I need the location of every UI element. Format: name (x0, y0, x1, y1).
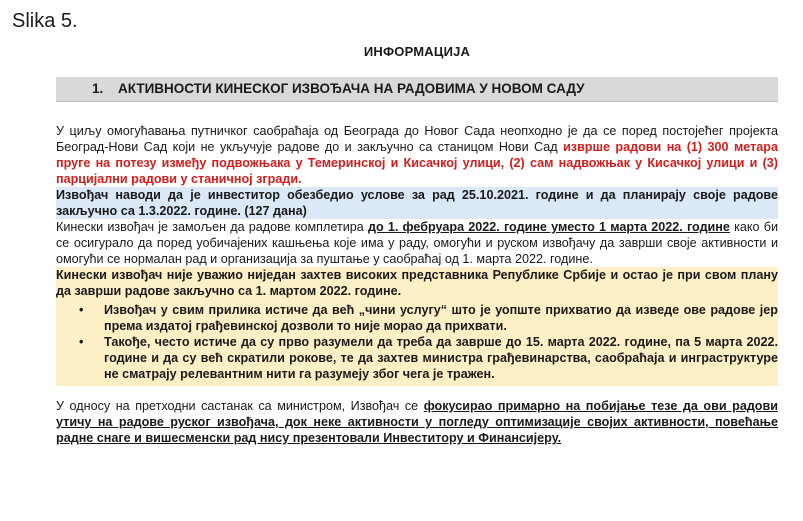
document-title: ИНФОРМАЦИЈА (363, 44, 471, 59)
list-item (56, 334, 778, 382)
paragraph-contractor-refusal: Кинески извођач није уважио ниједан захтев високих представника Републике Србије и остао је при свом плану да заврши радове закључно са 1. мартом 2022. године. (56, 268, 778, 298)
list-item-text: Извођач у свим прилика истиче да већ „чини услугу“ што је уопште прихватио да изведе ове радове јер према издатој грађевинској дозволи то није морао да прихвати. (104, 303, 778, 333)
figure-caption: Slika 5. (12, 10, 78, 32)
bullet-icon: • (79, 303, 84, 317)
highlighted-block (56, 267, 778, 386)
list-item (56, 302, 778, 334)
intro-red-emphasis: изврше радови на (1) 300 метара пруге на потезу између подвожњака у Темеринској и Кисачкој улици, (2) сам надвожњак у Кисачкој улици и (3) парцијални радови у станичној згради. (56, 140, 778, 186)
intro-text: У циљу омогућавања путничког саобраћаја од Београда до Новог Сада неопходно је да се поред постојећег пројекта Београд-Нови Сад који не укључује радове до и закључно са станицом Нови Сад (56, 124, 778, 154)
section-title: АКТИВНОСТИ КИНЕСКОГ ИЗВОЂАЧА НА РАДОВИМА У НОВОМ САДУ (118, 81, 585, 96)
bullet-icon: • (79, 335, 84, 349)
list-item-text: Такође, често истиче да су прво разумели да треба да заврше до 15. марта 2022. године, па 5 марта 2022. године и да су већ скратили рокове, те да захтев министра грађевинарства, саобраћаја и инграструктуре не сматрају релевантним нити га разумеју због чега је тражен. (104, 335, 778, 381)
document-page (56, 44, 778, 446)
section-heading (56, 77, 778, 102)
deadline-text-2: како би се осигурало да поред уобичајених кашњења које има у раду, омогући и руском извођачу да заврши своје активности и омогући се нормалан рад и организација за пуштање у саобраћај од 1. марта 2022. године. (56, 220, 779, 266)
section-number: 1. (92, 81, 104, 96)
paragraph-intro (56, 123, 778, 187)
deadline-underlined: до 1. фебруара 2022. године уместо 1 марта 2022. године (367, 220, 730, 234)
deadline-text-1: Кинески извођач је замољен да радове комплетира (56, 220, 368, 234)
paragraph-investor-conditions: Извођач наводи да је инвеститор обезбедио услове за рад 25.10.2021. године и да планирају своје радове закључно са 1.3.2022. године. (127 дана) (56, 188, 778, 218)
paragraph-deadline-request (56, 219, 778, 267)
meeting-underlined: фокусирао примарно на побијање тезе да ови радови утичу на радове руског извођача, док неке активности у погледу оптимизације својих активности, повећање радне снаге и вишесменски рад нису презентовали Инвеститору и Финансијеру. (56, 399, 778, 445)
meeting-text: У односу на претходни састанак са министром, Извођач се (56, 399, 424, 413)
bullet-list (56, 302, 778, 382)
paragraph-minister-meeting (56, 398, 778, 446)
